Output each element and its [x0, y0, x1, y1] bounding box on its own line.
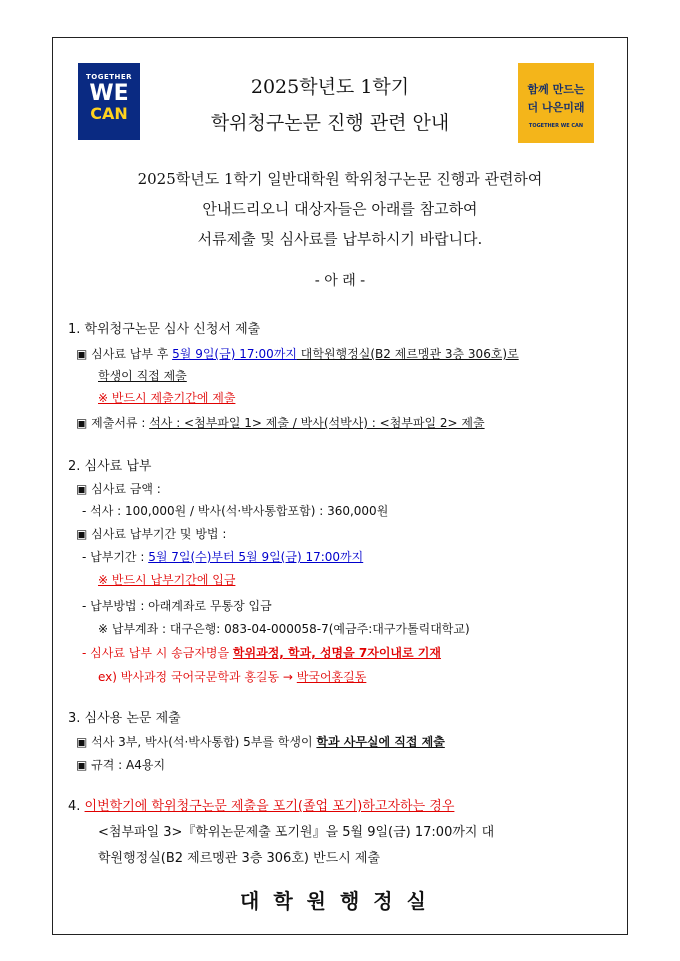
- sec2-period-method: ▣ 심사료 납부기간 및 방법 :: [76, 527, 227, 541]
- sec2-sender-name: - 심사료 납부 시 송금자명을 학위과정, 학과, 성명을 7자이내로 기재: [82, 646, 441, 660]
- sec3-copies: ▣ 석사 3부, 박사(석·박사통합) 5부를 학생이 학과 사무실에 직접 제출: [76, 735, 445, 749]
- sec3-format: ▣ 규격 : A4용지: [76, 758, 166, 772]
- section-4-heading: 4. 이번학기에 학위청구논문 제출을 포기(졸업 포기)하고자하는 경우: [68, 799, 455, 814]
- sec1-submit-line: ▣ 심사료 납부 후 5월 9일(금) 17:00까지 대학원행정실(B2 제르멩관 3층 306호)로: [76, 347, 519, 361]
- title-line-1: 2025학년도 1학기: [250, 76, 410, 98]
- sec1-note: ※ 반드시 제출기간에 제출: [98, 391, 236, 405]
- together-we-can-logo: TOGETHER WE CAN: [78, 63, 140, 140]
- sec2-example: ex) 박사과정 국어국문학과 홍길동 → 박국어홍길동: [98, 670, 367, 684]
- section-3-heading: 3. 심사용 논문 제출: [68, 711, 181, 726]
- sec2-method: - 납부방법 : 아래계좌로 무통장 입금: [82, 599, 272, 613]
- sec2-fee-amount: ▣ 심사료 금액 :: [76, 482, 161, 496]
- section-1-heading: 1. 학위청구논문 심사 신청서 제출: [68, 322, 261, 337]
- sec4-line-2: <첨부파일 3>『학위논문제출 포기원』을 5월 9일(금) 17:00까지 대: [98, 825, 495, 840]
- section-2-heading: 2. 심사료 납부: [68, 459, 152, 474]
- sec2-period: - 납부기간 : 5월 7일(수)부터 5월 9일(금) 17:00까지: [82, 550, 364, 564]
- sec4-line-3: 학원행정실(B2 제르멩관 3층 306호) 반드시 제출: [98, 851, 381, 866]
- intro-line-3: 서류제출 및 심사료를 납부하시기 바랍니다.: [197, 230, 483, 248]
- sec2-note: ※ 반드시 납부기간에 입금: [98, 573, 236, 587]
- sec1-documents: ▣ 제출서류 : 석사 : <첨부파일 1> 제출 / 박사(석박사) : <첨부파일 2> 제출: [76, 416, 485, 430]
- footer-office: 대학원행정실: [240, 889, 440, 913]
- sec2-fee-values: - 석사 : 100,000원 / 박사(석·박사통합포함) : 360,000원: [82, 504, 389, 518]
- intro-line-2: 안내드리오니 대상자들은 아래를 참고하여: [202, 200, 478, 218]
- title-line-2: 학위청구논문 진행 관련 안내: [210, 112, 450, 134]
- intro-line-1: 2025학년도 1학기 일반대학원 학위청구논문 진행과 관련하여: [137, 170, 543, 188]
- arae-heading: - 아 래 -: [314, 273, 366, 289]
- better-future-logo: 함께 만드는 더 나은미래 TOGETHER WE CAN: [518, 63, 594, 143]
- sec1-student-direct: 학생이 직접 제출: [98, 369, 187, 383]
- sec2-account: ※ 납부계좌 : 대구은행: 083-04-000058-7(예금주:대구가톨릭대학교): [98, 622, 470, 636]
